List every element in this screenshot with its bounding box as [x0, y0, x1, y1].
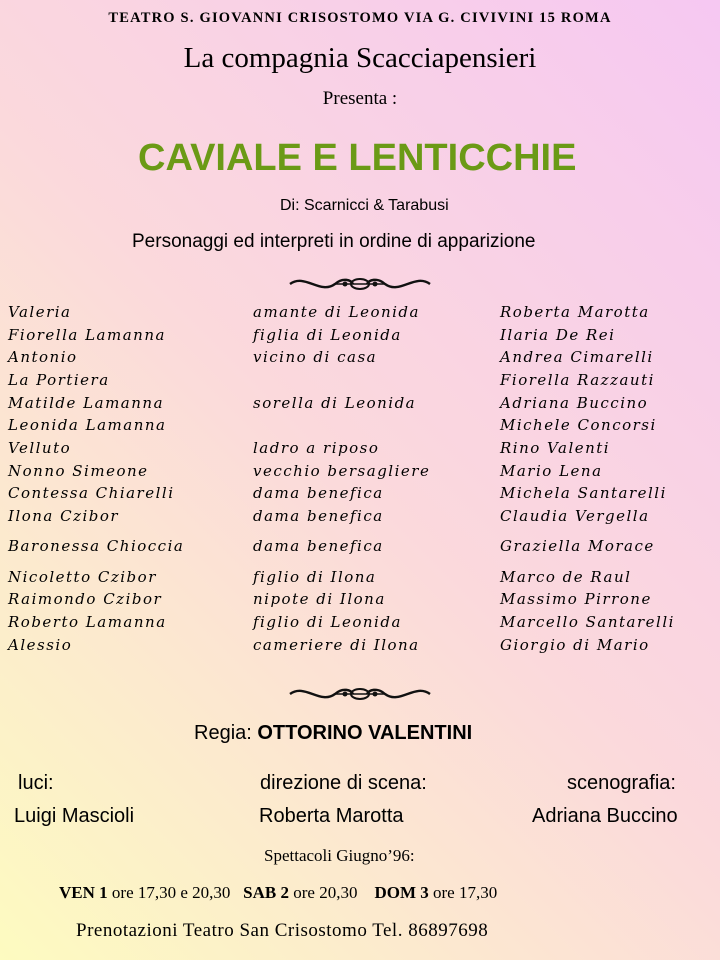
actor-name: Adriana Buccino [500, 394, 649, 412]
cast-row [0, 636, 720, 658]
cast-row [0, 507, 720, 529]
cast-row [0, 537, 720, 559]
actor-name: Roberta Marotta [500, 303, 650, 321]
company-name: La compagnia Scacciapensieri [183, 42, 537, 74]
actor-name: Graziella Morace [500, 537, 655, 555]
credit-name-stage: Roberta Marotta [259, 805, 404, 827]
schedule-times: ore 20,30 [293, 883, 358, 902]
cast-row [0, 439, 720, 461]
character-role: figlia di Leonida [253, 326, 402, 344]
actor-name: Fiorella Razzauti [500, 371, 655, 389]
cast-heading: Personaggi ed interpreti in ordine di apparizione [132, 231, 536, 252]
cast-row [0, 568, 720, 590]
character-role: amante di Leonida [253, 303, 420, 321]
character-role: cameriere di Ilona [253, 636, 420, 654]
character-name: Velluto [8, 439, 72, 457]
character-name: Ilona Czibor [8, 507, 120, 525]
cast-row [0, 348, 720, 370]
director-label: Regia: [194, 722, 252, 744]
actor-name: Michele Concorsi [500, 416, 657, 434]
credit-name-scenography: Adriana Buccino [532, 805, 678, 827]
character-name: Roberto Lamanna [8, 613, 167, 631]
character-name: Antonio [8, 348, 78, 366]
actor-name: Marcello Santarelli [500, 613, 675, 631]
credit-role-lights: luci: [18, 772, 54, 794]
ornament-divider-top [285, 271, 435, 297]
schedule-times: ore 17,30 [433, 883, 498, 902]
character-role: figlio di Ilona [253, 568, 377, 586]
actor-name: Massimo Pirrone [500, 590, 652, 608]
theatre-address-header: TEATRO S. GIOVANNI CRISOSTOMO VIA G. CIVIVINI 15 ROMA [108, 10, 612, 26]
cast-row [0, 371, 720, 393]
cast-list [0, 300, 720, 670]
actor-name: Andrea Cimarelli [500, 348, 654, 366]
character-role: vicino di casa [253, 348, 378, 366]
character-role: nipote di Ilona [253, 590, 386, 608]
presenta-text: Presenta : [322, 88, 398, 109]
director-name: OTTORINO VALENTINI [257, 722, 473, 744]
show-title: CAVIALE E LENTICCHIE [138, 137, 577, 179]
character-role: dama benefica [253, 484, 384, 502]
character-role: dama benefica [253, 537, 384, 555]
credit-role-stage: direzione di scena: [260, 772, 427, 794]
schedule-times: ore 17,30 e 20,30 [111, 883, 231, 902]
cast-row [0, 326, 720, 348]
character-role: dama benefica [253, 507, 384, 525]
actor-name: Claudia Vergella [500, 507, 650, 525]
show-authors: Di: Scarnicci & Tarabusi [280, 197, 449, 214]
character-role: figlio di Leonida [253, 613, 402, 631]
character-name: Matilde Lamanna [8, 394, 165, 412]
performances-title: Spettacoli Giugno’96: [264, 846, 415, 865]
character-name: Nonno Simeone [8, 462, 149, 480]
character-name: Leonida Lamanna [8, 416, 167, 434]
character-role: ladro a riposo [253, 439, 380, 457]
character-name: Alessio [8, 636, 73, 654]
actor-name: Ilaria De Rei [500, 326, 616, 344]
ornament-divider-bottom [285, 681, 435, 707]
character-name: Raimondo Czibor [8, 590, 163, 608]
cast-row [0, 462, 720, 484]
cast-row [0, 484, 720, 506]
cast-row [0, 613, 720, 635]
schedule-day: VEN 1 [59, 883, 108, 902]
actor-name: Marco de Raul [500, 568, 632, 586]
actor-name: Michela Santarelli [500, 484, 667, 502]
director-line [194, 722, 472, 745]
booking-info: Prenotazioni Teatro San Crisostomo Tel. 86897698 [76, 920, 489, 941]
character-role: vecchio bersagliere [253, 462, 431, 480]
character-name: Baronessa Chioccia [8, 537, 185, 555]
character-name: Fiorella Lamanna [8, 326, 166, 344]
character-role: sorella di Leonida [253, 394, 417, 412]
cast-row [0, 416, 720, 438]
character-name: Valeria [8, 303, 72, 321]
performance-schedule [59, 883, 497, 903]
cast-row [0, 303, 720, 325]
credit-role-scenography: scenografia: [567, 772, 676, 794]
cast-row [0, 394, 720, 416]
actor-name: Giorgio di Mario [500, 636, 650, 654]
cast-row [0, 590, 720, 612]
credit-name-lights: Luigi Mascioli [14, 805, 135, 827]
schedule-day: DOM 3 [374, 883, 429, 902]
actor-name: Rino Valenti [500, 439, 611, 457]
schedule-day: SAB 2 [243, 883, 289, 902]
character-name: La Portiera [8, 371, 110, 389]
character-name: Nicoletto Czibor [8, 568, 157, 586]
actor-name: Mario Lena [500, 462, 603, 480]
character-name: Contessa Chiarelli [8, 484, 175, 502]
